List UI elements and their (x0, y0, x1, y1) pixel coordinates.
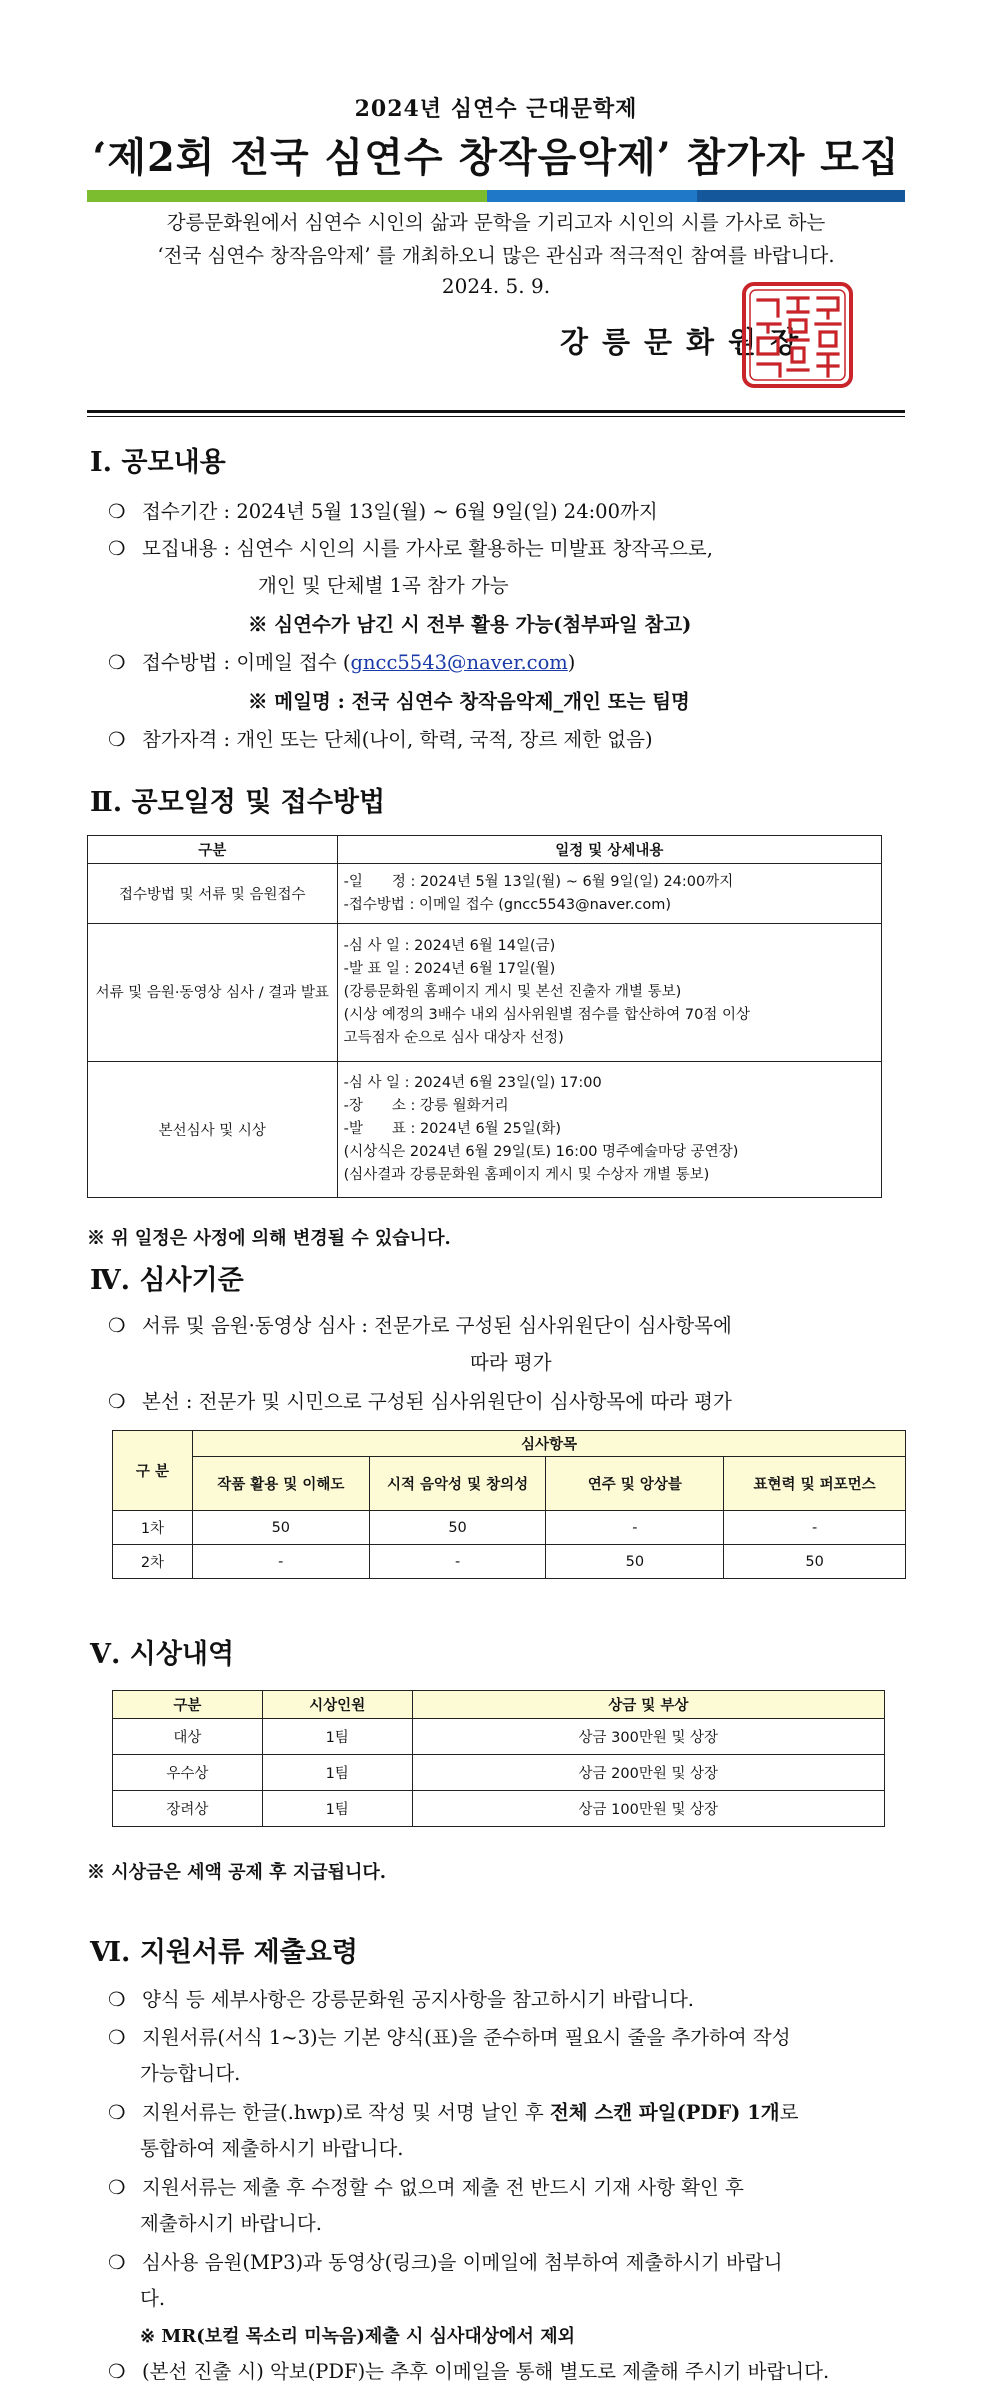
intro-line-1: 강릉문화원에서 심연수 시인의 삶과 문학을 기리고자 시인의 시를 가사로 하는 (166, 211, 826, 234)
submission-text-cont: 가능합니다. (140, 2062, 241, 2085)
submission-text-bold: 전체 스캔 파일(PDF) 1개 (549, 2101, 780, 2124)
criteria-cell: - (369, 1545, 546, 1579)
table-row (113, 1791, 885, 1827)
detail-line: -일 정 : 2024년 5월 13일(월) ~ 6월 9일(일) 24:00까지 (343, 873, 734, 890)
criteria-cell: 50 (369, 1511, 546, 1545)
bullet-icon: ❍ (108, 2360, 126, 2383)
detail-line: (시상 예정의 3배수 내외 심사위원별 점수를 합산하여 70점 이상 (343, 1007, 750, 1023)
section-5-heading: Ⅴ. 시상내역 (90, 1639, 235, 1670)
schedule-row-detail (337, 1062, 881, 1198)
prize-header-award: 상금 및 부상 (412, 1691, 884, 1719)
schedule-note: ※ 위 일정은 사정에 의해 변경될 수 있습니다. (87, 1228, 451, 1249)
detail-line: -심 사 일 : 2024년 6월 14일(금) (343, 938, 556, 954)
submission-text-cont: 통합하여 제출하시기 바랍니다. (140, 2137, 404, 2160)
bullet-icon: ❍ (108, 651, 126, 674)
method-note: ※ 메일명 : 전국 심연수 창작음악제_개인 또는 팀명 (248, 690, 690, 713)
table-row (113, 1545, 906, 1579)
bullet-icon: ❍ (108, 728, 126, 751)
prize-table (112, 1690, 885, 1827)
eligibility-line (108, 724, 653, 752)
issue-date: 2024. 5. 9. (441, 274, 551, 298)
section-4-heading: Ⅳ. 심사기준 (90, 1265, 244, 1296)
detail-line: (심사결과 강릉문화원 홈페이지 게시 및 수상자 개별 통보) (343, 1167, 710, 1183)
schedule-row-label: 본선심사 및 시상 (88, 1062, 338, 1198)
schedule-table (87, 835, 882, 1198)
table-row (88, 1062, 882, 1198)
schedule-row-detail (337, 864, 881, 924)
detail-line: -접수방법 : 이메일 접수 (gncc5543@naver.com) (343, 896, 672, 913)
criteria-text-2: 본선 : 전문가 및 시민으로 구성된 심사위원단이 심사항목에 따라 평가 (142, 1390, 732, 1413)
prize-cell: 상금 100만원 및 상장 (412, 1791, 884, 1827)
criteria-col-3: 연주 및 앙상블 (546, 1457, 724, 1511)
header-rule-thick (87, 410, 905, 413)
submission-text: 지원서류(서식 1~3)는 기본 양식(표)을 준수하며 필요시 줄을 추가하여 작성 (142, 2026, 791, 2049)
section-2-heading: Ⅱ. 공모일정 및 접수방법 (90, 787, 386, 818)
prize-cell: 우수상 (113, 1755, 263, 1791)
detail-line: -발 표 일 : 2024년 6월 17일(월) (343, 961, 556, 977)
submission-text-cont: 제출하시기 바랍니다. (140, 2212, 322, 2235)
bullet-icon: ❍ (108, 1314, 126, 1337)
table-row (88, 864, 882, 924)
bullet-icon: ❍ (108, 500, 126, 523)
criteria-cell: - (724, 1511, 906, 1545)
prize-cell: 대상 (113, 1719, 263, 1755)
section-6-heading: Ⅵ. 지원서류 제출요령 (90, 1937, 358, 1968)
color-bar-blue (487, 190, 697, 202)
prize-cell: 1팀 (262, 1719, 412, 1755)
criteria-text-1b: 따라 평가 (470, 1351, 552, 1374)
organization-name: 강릉문화원장 (560, 325, 813, 359)
method-line (108, 647, 575, 675)
content-text: 모집내용 : 심연수 시인의 시를 가사로 활용하는 미발표 창작곡으로, (142, 537, 713, 560)
submission-text: 심사용 음원(MP3)과 동영상(링크)을 이메일에 첨부하여 제출하시기 바랍니 (142, 2251, 783, 2274)
method-text: 접수방법 : 이메일 접수 ( (142, 651, 351, 674)
submission-text: (본선 진출 시) 악보(PDF)는 추후 이메일을 통해 별도로 제출해 주시기 바랍니다. (142, 2360, 830, 2383)
criteria-cell: 50 (724, 1545, 906, 1579)
criteria-table (112, 1430, 906, 1579)
detail-line: (시상식은 2024년 6월 29일(토) 16:00 명주예술마당 공연장) (343, 1144, 739, 1160)
prize-cell: 상금 300만원 및 상장 (412, 1719, 884, 1755)
detail-line: (강릉문화원 홈페이지 게시 및 본선 진출자 개별 통보) (343, 984, 682, 1000)
criteria-group-header: 심사항목 (192, 1431, 905, 1457)
criteria-cell: 50 (546, 1545, 724, 1579)
method-suffix: ) (567, 651, 576, 674)
bullet-icon: ❍ (108, 2101, 126, 2124)
schedule-row-detail (337, 924, 881, 1062)
detail-line: -심 사 일 : 2024년 6월 23일(일) 17:00 (343, 1075, 602, 1091)
content-line (108, 533, 713, 561)
color-bar-navy (697, 190, 905, 202)
submission-item-1 (108, 1984, 694, 2012)
table-row (113, 1719, 885, 1755)
period-line (108, 496, 658, 524)
detail-line: -장 소 : 강릉 월화거리 (343, 1098, 509, 1114)
criteria-col-2: 시적 음악성 및 창의성 (369, 1457, 546, 1511)
festival-subtitle: 2024년 심연수 근대문학제 (354, 96, 638, 122)
bullet-icon: ❍ (108, 1390, 126, 1413)
criteria-col-1: 작품 활용 및 이해도 (192, 1457, 369, 1511)
submission-text: 지원서류는 한글(.hwp)로 작성 및 서명 날인 후 (142, 2101, 550, 2124)
submission-text: 로 (779, 2101, 799, 2124)
prize-header-count: 시상인원 (262, 1691, 412, 1719)
criteria-cell: - (546, 1511, 724, 1545)
criteria-col-4: 표현력 및 퍼포먼스 (724, 1457, 906, 1511)
intro-line-2: ‘전국 심연수 창작음악제’ 를 개최하오니 많은 관심과 적극적인 참여를 바랍니다. (157, 244, 835, 267)
table-row (113, 1511, 906, 1545)
criteria-corner: 구 분 (113, 1431, 193, 1511)
prize-cell: 1팀 (262, 1791, 412, 1827)
table-row (88, 924, 882, 1062)
submission-item-4 (108, 2172, 744, 2200)
prize-note: ※ 시상금은 세액 공제 후 지급됩니다. (87, 1862, 387, 1883)
criteria-text-1: 서류 및 음원·동영상 심사 : 전문가로 구성된 심사위원단이 심사항목에 (142, 1314, 732, 1337)
email-link[interactable]: gncc5543@naver.com (350, 651, 568, 674)
prize-header-category: 구분 (113, 1691, 263, 1719)
period-text: 접수기간 : 2024년 5월 13일(월) ~ 6월 9일(일) 24:00까지 (142, 500, 658, 523)
criteria-cell: - (192, 1545, 369, 1579)
prize-cell: 장려상 (113, 1791, 263, 1827)
bullet-icon: ❍ (108, 2251, 126, 2274)
schedule-header-category: 구분 (88, 836, 338, 864)
submission-item-5 (108, 2247, 783, 2275)
criteria-line-1 (108, 1310, 732, 1338)
submission-item-3 (108, 2097, 798, 2125)
bullet-icon: ❍ (108, 2026, 126, 2049)
section-1-heading: Ⅰ. 공모내용 (90, 447, 226, 478)
schedule-header-detail: 일정 및 상세내용 (337, 836, 881, 864)
submission-note: ※ MR(보컬 목소리 미녹음)제출 시 심사대상에서 제외 (140, 2326, 575, 2347)
bullet-icon: ❍ (108, 1988, 126, 2011)
submission-text: 지원서류는 제출 후 수정할 수 없으며 제출 전 반드시 기재 사항 확인 후 (142, 2176, 744, 2199)
submission-item-6 (108, 2356, 829, 2384)
table-row (113, 1755, 885, 1791)
submission-text: 양식 등 세부사항은 강릉문화원 공지사항을 참고하시기 바랍니다. (142, 1988, 694, 2011)
eligibility-text: 참가자격 : 개인 또는 단체(나이, 학력, 국적, 장르 제한 없음) (142, 728, 653, 751)
color-bar (87, 190, 905, 202)
detail-line: 고득점자 순으로 심사 대상자 선정) (343, 1030, 564, 1046)
bullet-icon: ❍ (108, 2176, 126, 2199)
submission-item-2 (108, 2022, 791, 2050)
content-text-2: 개인 및 단체별 1곡 참가 가능 (258, 574, 509, 597)
prize-cell: 1팀 (262, 1755, 412, 1791)
criteria-row-label: 2차 (113, 1545, 193, 1579)
submission-text-cont: 다. (140, 2287, 166, 2310)
prize-cell: 상금 200만원 및 상장 (412, 1755, 884, 1791)
detail-line: -발 표 : 2024년 6월 25일(화) (343, 1121, 562, 1137)
content-note: ※ 심연수가 남긴 시 전부 활용 가능(첨부파일 참고) (248, 613, 692, 636)
schedule-row-label: 서류 및 음원·동영상 심사 / 결과 발표 (88, 924, 338, 1062)
criteria-line-2 (108, 1386, 732, 1414)
bullet-icon: ❍ (108, 537, 126, 560)
official-seal-stamp (740, 280, 855, 390)
color-bar-green (87, 190, 487, 202)
criteria-row-label: 1차 (113, 1511, 193, 1545)
schedule-row-label: 접수방법 및 서류 및 음원접수 (88, 864, 338, 924)
page-title: ‘제2회 전국 심연수 창작음악제’ 참가자 모집 (92, 134, 900, 181)
header-rule-thin (87, 416, 905, 417)
criteria-cell: 50 (192, 1511, 369, 1545)
